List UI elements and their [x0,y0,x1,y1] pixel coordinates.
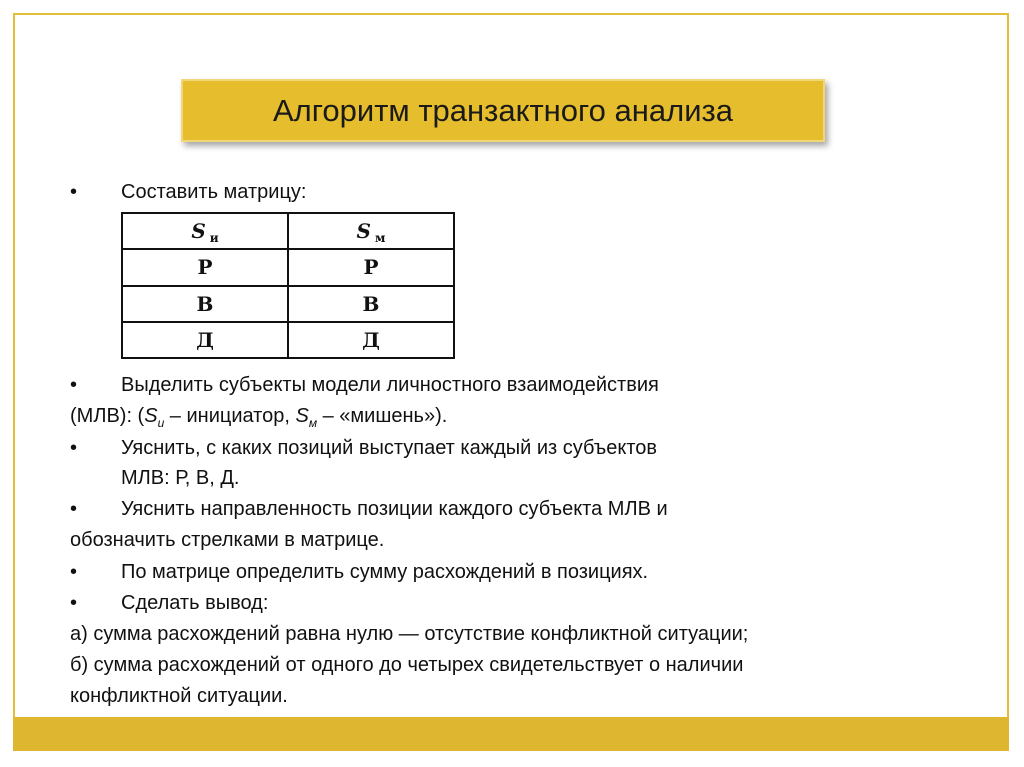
initiator-symbol: S [144,405,158,427]
matrix-header-row [122,213,454,249]
matrix-cell: Д [122,322,288,358]
step-direction-line-1: Уяснить направленность позиции каждого субъекта МЛВ и [121,498,668,520]
matrix-header-symbol: S [191,219,206,244]
step-identify-line-1: Выделить субъекты модели личностного взаимодействия [121,374,659,396]
target-symbol: S [295,405,309,427]
matrix-row [122,322,454,358]
step-sum: По матрице определить сумму расхождений в позициях. [121,561,649,583]
step-positions-line-1: Уяснить, с каких позиций выступает каждый из субъектов [121,437,658,459]
step-positions-line-2: МЛВ: Р, В, Д. [121,467,240,489]
initiator-sub: и [157,416,165,430]
slide-title: Алгоритм транзактного анализа [273,92,733,128]
step-make-matrix: Составить матрицу: [121,181,307,203]
matrix-header-target [288,213,454,249]
conclusion-b-line-2: конфликтной ситуации. [70,685,288,707]
matrix-header-sub: м [375,231,386,246]
text-span: – «мишень»). [317,405,448,427]
position-matrix [121,212,455,359]
step-direction-line-2: обозначить стрелками в матрице. [70,529,385,551]
conclusion-b-line-1: б) сумма расхождений от одного до четырех свидетельствует о наличии [70,654,744,676]
bullet: • [70,561,78,583]
matrix-cell: Р [122,249,288,285]
step-conclusion: Сделать вывод: [121,592,269,614]
bullet: • [70,498,78,520]
matrix-cell: Р [288,249,454,285]
bullet: • [70,592,78,614]
bullet: • [70,374,78,396]
matrix-header-initiator [122,213,288,249]
step-identify-line-2 [70,404,447,435]
text-span: – инициатор, [164,405,296,427]
matrix-header-symbol: S [356,219,371,244]
conclusion-a: а) сумма расхождений равна нулю — отсутствие конфликтной ситуации; [70,623,749,645]
matrix-header-sub: и [209,231,219,246]
matrix-cell: В [288,286,454,322]
matrix-row [122,286,454,322]
matrix-cell: Д [288,322,454,358]
text-span: (МЛВ): ( [70,405,145,427]
bullet: • [70,437,78,459]
bullet: • [70,181,78,203]
target-sub: м [308,416,318,430]
matrix-cell: В [122,286,288,322]
matrix-row [122,249,454,285]
